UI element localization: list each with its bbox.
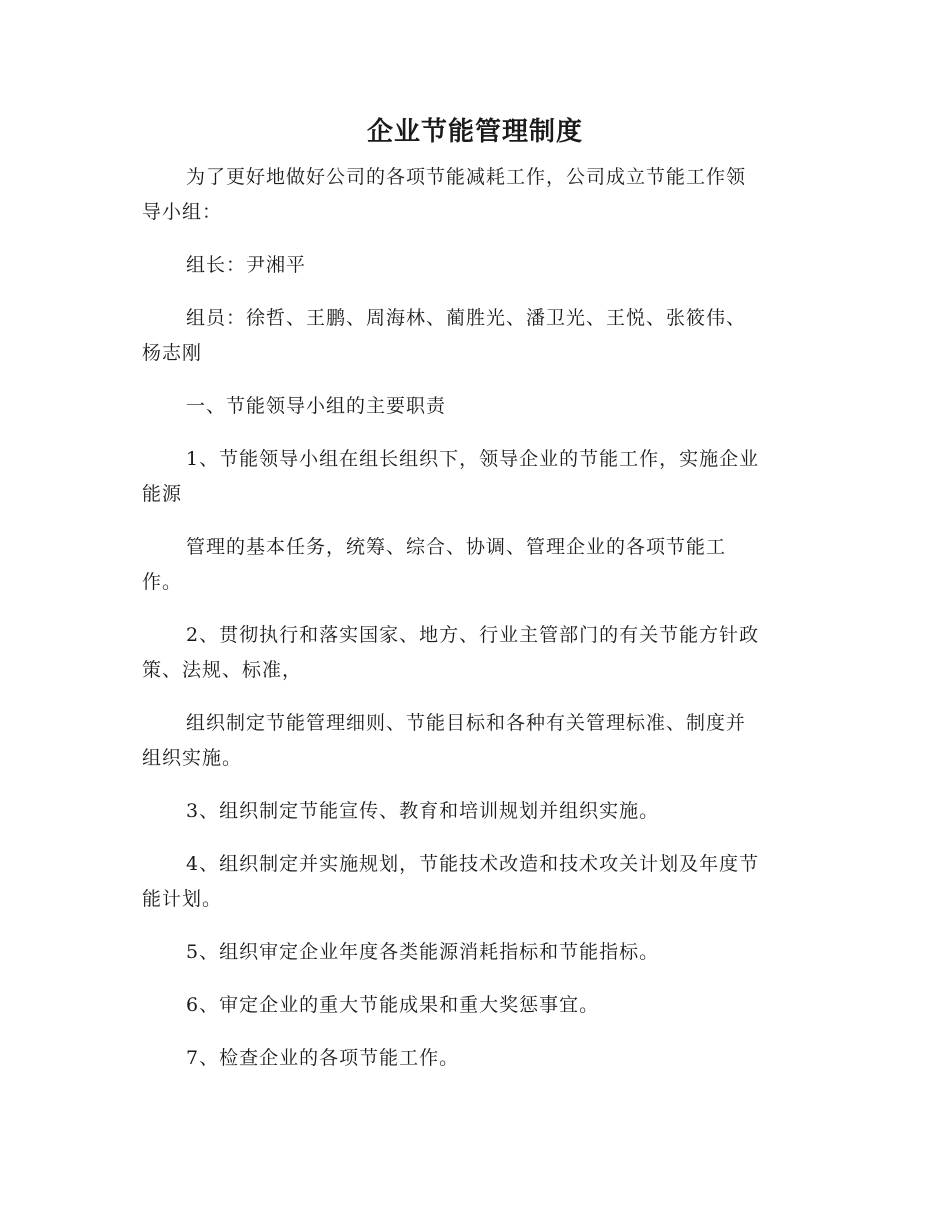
document-title: 企业节能管理制度 <box>366 117 583 147</box>
paragraph-line: 组长：尹湘平 <box>186 254 307 276</box>
paragraph-line: 2、贯彻执行和落实国家、地方、行业主管部门的有关节能方针政 <box>186 624 760 646</box>
paragraph-line: 7、检查企业的各项节能工作。 <box>186 1047 460 1069</box>
paragraph-line: 组织实施。 <box>142 747 243 769</box>
paragraph-line: 3、组织制定节能宣传、教育和培训规划并组织实施。 <box>186 800 660 822</box>
paragraph-line: 策、法规、标准， <box>142 659 303 681</box>
paragraph-line: 作。 <box>142 571 183 593</box>
list-item <box>142 935 808 970</box>
paragraph-members <box>142 301 808 371</box>
document-body <box>142 160 808 1076</box>
paragraph-leader <box>142 248 808 283</box>
paragraph-line: 能源 <box>142 483 183 505</box>
list-item-continuation <box>142 530 808 600</box>
paragraph-line: 杨志刚 <box>142 342 203 364</box>
paragraph-line: 管理的基本任务，统筹、综合、协调、管理企业的各项节能工 <box>186 536 727 558</box>
paragraph-line: 6、审定企业的重大节能成果和重大奖惩事宜。 <box>186 994 600 1016</box>
paragraph-line: 一、节能领导小组的主要职责 <box>186 395 447 417</box>
list-item <box>142 847 808 917</box>
section-heading <box>142 389 808 424</box>
paragraph-line: 组织制定节能管理细则、节能目标和各种有关管理标准、制度并 <box>186 712 747 734</box>
paragraph-line: 为了更好地做好公司的各项节能减耗工作，公司成立节能工作领 <box>186 166 747 188</box>
list-item <box>142 794 808 829</box>
list-item <box>142 1041 808 1076</box>
list-item <box>142 442 808 512</box>
paragraph-line: 能计划。 <box>142 888 223 910</box>
list-item <box>142 988 808 1023</box>
paragraph-line: 4、组织制定并实施规划，节能技术改造和技术攻关计划及年度节 <box>186 853 760 875</box>
paragraph-line: 导小组： <box>142 201 223 223</box>
paragraph-line: 组员：徐哲、王鹏、周海林、蔺胜光、潘卫光、王悦、张筱伟、 <box>186 307 747 329</box>
paragraph-line: 1、节能领导小组在组长组织下，领导企业的节能工作，实施企业 <box>186 448 760 470</box>
paragraph-intro <box>142 160 808 230</box>
paragraph-line: 5、组织审定企业年度各类能源消耗指标和节能指标。 <box>186 941 660 963</box>
list-item <box>142 618 808 688</box>
list-item-continuation <box>142 706 808 776</box>
